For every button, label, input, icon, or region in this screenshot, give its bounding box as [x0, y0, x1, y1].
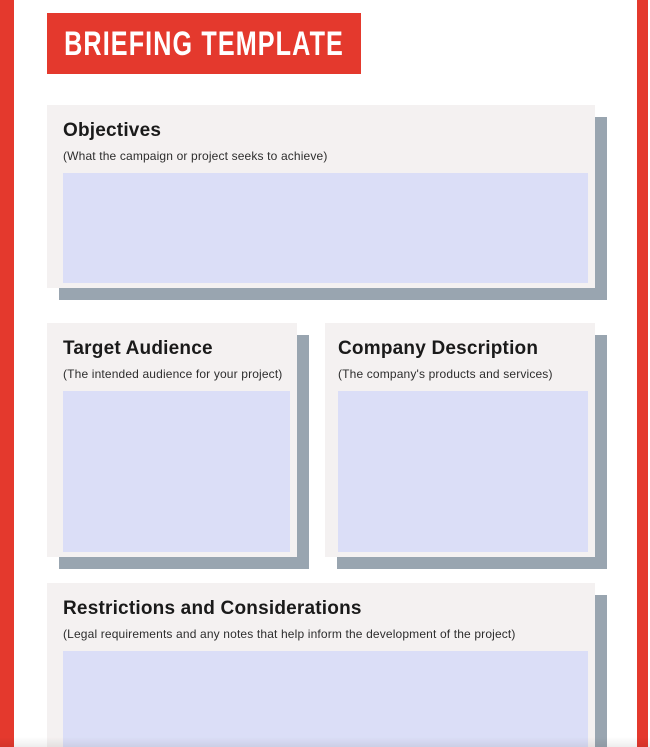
page-title: BRIEFING TEMPLATE [64, 24, 344, 63]
company-description-title: Company Description [338, 338, 539, 359]
card-restrictions-and-considerations [47, 583, 595, 747]
target-audience-input-area[interactable] [63, 391, 290, 552]
restrictions-input-area[interactable] [63, 651, 588, 747]
target-audience-title: Target Audience [63, 338, 213, 359]
objectives-title: Objectives [63, 120, 162, 141]
objectives-subtitle: (What the campaign or project seeks to achieve) [63, 149, 328, 163]
restrictions-subtitle: (Legal requirements and any notes that help inform the development of the project) [63, 627, 516, 641]
restrictions-title: Restrictions and Considerations [63, 598, 362, 619]
company-description-input-area[interactable] [338, 391, 588, 552]
card-target-audience [47, 323, 297, 557]
objectives-input-area[interactable] [63, 173, 588, 283]
title-banner [47, 13, 361, 74]
left-red-bar [0, 0, 14, 747]
target-audience-subtitle: (The intended audience for your project) [63, 367, 283, 381]
right-red-bar [637, 0, 648, 747]
card-objectives [47, 105, 595, 288]
company-description-subtitle: (The company's products and services) [338, 367, 553, 381]
card-company-description [325, 323, 595, 557]
